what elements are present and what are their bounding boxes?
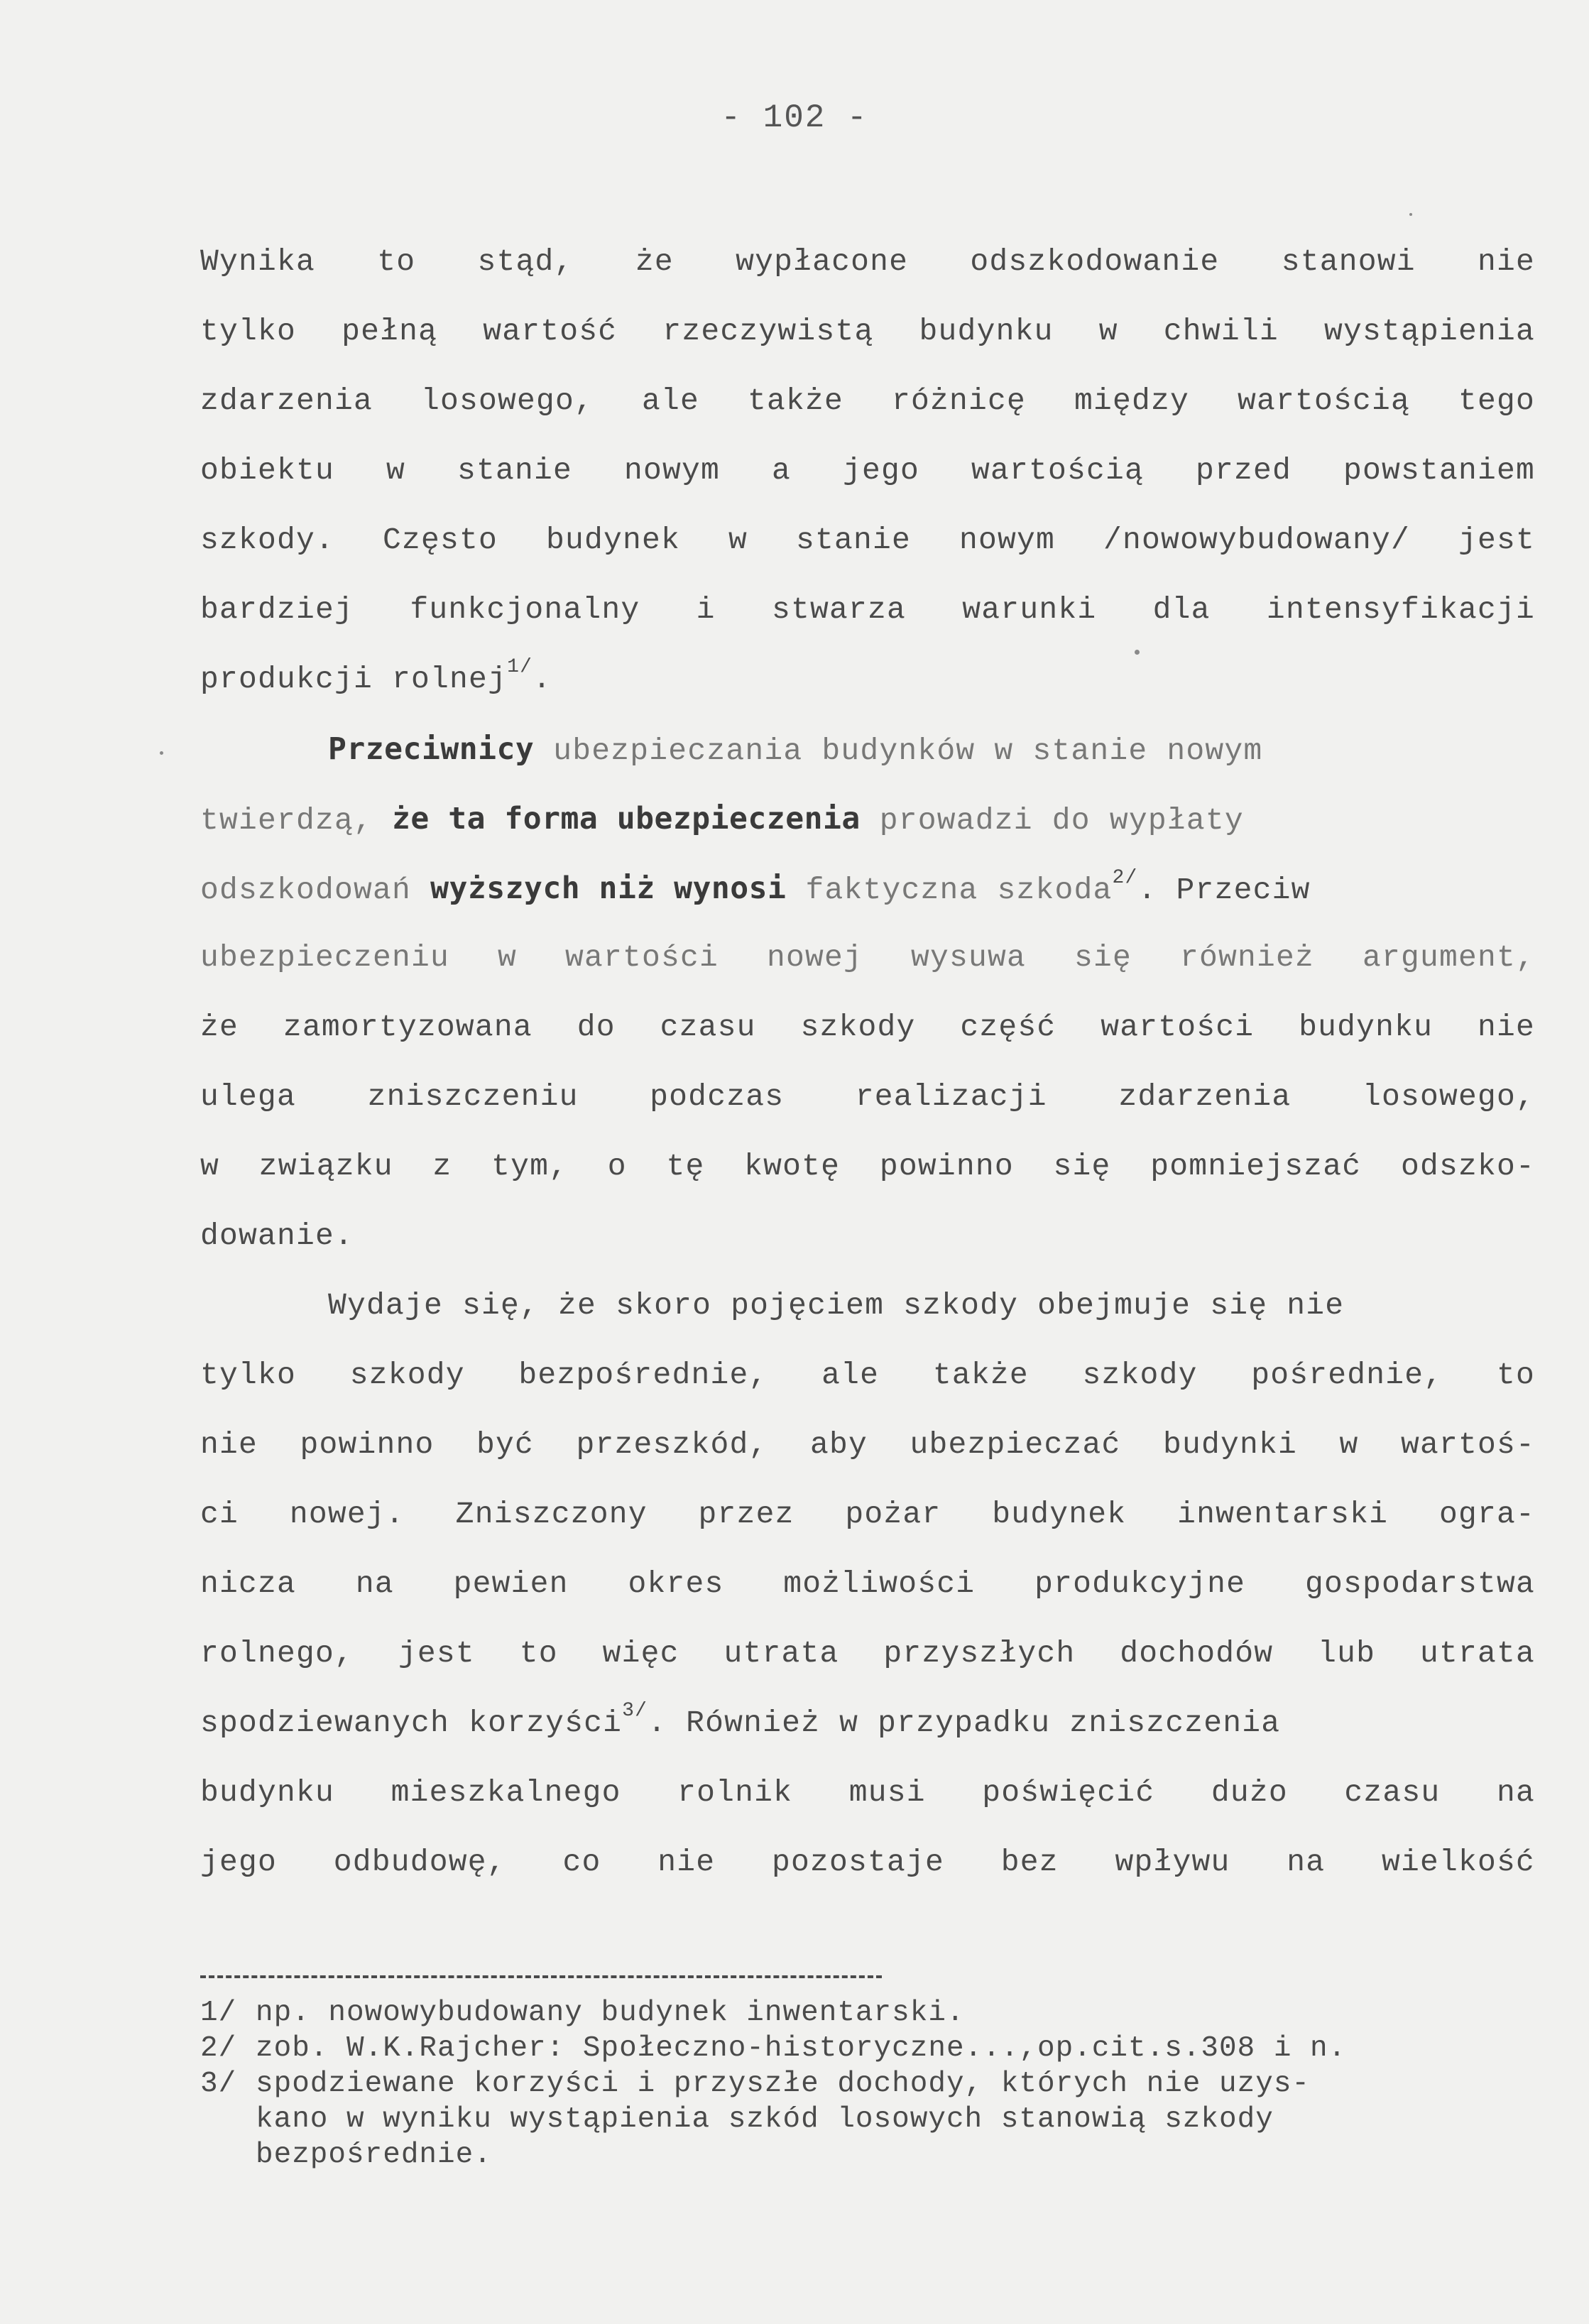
text-line (200, 784, 1535, 853)
text-line: rolnego, jest to więc utrata przyszłych dochodów lub utrata (200, 1636, 1535, 1671)
text-line: że zamortyzowana do czasu szkody część wartości budynku nie (200, 1010, 1535, 1044)
footnote-number: 2/ (200, 2032, 237, 2065)
text-line: bardziej funkcjonalny i stwarza warunki dla intensyfikacji (200, 592, 1535, 627)
text-line (200, 853, 1535, 923)
text-segment: twierdzą, (200, 803, 393, 838)
paragraph-3 (200, 1271, 1535, 1897)
footnote-number: 1/ (200, 1997, 237, 2029)
footnote-text: zob. W.K.Rajcher: Społeczno-historyczne...,op.cit.s.308 i n. (256, 2032, 1347, 2065)
paper-speck (1409, 213, 1412, 216)
text-segment: . Przeciw (1137, 873, 1311, 907)
text-line: w związku z tym, o tę kwotę powinno się pomniejszać odszko- (200, 1149, 1535, 1184)
paper-speck (1135, 650, 1140, 655)
text-line: nie powinno być przeszkód, aby ubezpieczać budynki w wartoś- (200, 1427, 1535, 1462)
paragraph-1 (200, 227, 1535, 714)
text-segment-bold: wyższych niż wynosi (430, 871, 787, 906)
text-segment: . Również w przypadku zniszczenia (648, 1706, 1281, 1740)
footnote-text: np. nowowybudowany budynek inwentarski. (256, 1997, 965, 2029)
page-number: - 102 - (721, 99, 868, 136)
text-segment: produkcji rolnej (200, 662, 508, 697)
text-segment: faktyczna szkoda (786, 873, 1113, 907)
paper-speck (160, 751, 163, 755)
text-segment-bold: Przeciwnicy (328, 731, 535, 767)
footnote-3-continuation: bezpośrednie. (256, 2139, 492, 2171)
text-line (200, 1689, 1535, 1758)
text-line: zdarzenia losowego, ale także różnicę między wartością tego (200, 383, 1535, 418)
footnote-2 (200, 2031, 1571, 2066)
text-line: dowanie. (200, 1218, 354, 1253)
text-segment: prowadzi do wypłaty (860, 803, 1244, 838)
footnote-separator (200, 1975, 882, 1978)
text-line: budynku mieszkalnego rolnik musi poświęcić dużo czasu na (200, 1775, 1535, 1810)
text-segment: spodziewanych korzyści (200, 1706, 623, 1740)
footnote-ref-2: 2/ (1112, 867, 1138, 889)
text-line: tylko szkody bezpośrednie, ale także szkody pośrednie, to (200, 1358, 1535, 1392)
footnote-ref-3: 3/ (622, 1700, 648, 1722)
text-line (200, 714, 1535, 784)
text-segment: ubezpieczania budynków w stanie nowym (534, 733, 1263, 768)
footnote-number: 3/ (200, 2068, 237, 2100)
text-segment-bold: że ta forma ubezpieczenia (392, 801, 861, 836)
footnote-ref-1: 1/ (507, 656, 533, 678)
text-line: ulega zniszczeniu podczas realizacji zdarzenia losowego, (200, 1079, 1535, 1114)
text-line: ci nowej. Zniszczony przez pożar budynek inwentarski ogra- (200, 1497, 1535, 1532)
footnote-1 (200, 1995, 1571, 2031)
text-line (200, 645, 1535, 714)
paragraph-2 (200, 714, 1535, 1271)
text-line: tylko pełną wartość rzeczywistą budynku w chwili wystąpienia (200, 314, 1535, 349)
footnote-3 (200, 2066, 1571, 2102)
footnote-text: spodziewane korzyści i przyszłe dochody, których nie uzys- (256, 2068, 1311, 2100)
text-line: nicza na pewien okres możliwości produkcyjne gospodarstwa (200, 1566, 1535, 1601)
body-text (200, 227, 1535, 1897)
footnote-3-continuation: kano w wyniku wystąpienia szkód losowych stanowią szkody (256, 2103, 1274, 2136)
text-line: ubezpieczeniu w wartości nowej wysuwa się również argument, (200, 940, 1535, 975)
text-line: jego odbudowę, co nie pozostaje bez wpływu na wielkość (200, 1845, 1535, 1880)
footnotes (200, 1995, 1571, 2173)
text-line: Wynika to stąd, że wypłacone odszkodowanie stanowi nie (200, 244, 1535, 279)
text-segment: . (533, 662, 552, 697)
text-line: szkody. Często budynek w stanie nowym /nowowybudowany/ jest (200, 523, 1535, 557)
text-line: obiektu w stanie nowym a jego wartością przed powstaniem (200, 453, 1535, 488)
text-line: Wydaje się, że skoro pojęciem szkody obejmuje się nie (328, 1288, 1345, 1323)
text-segment: odszkodowań (200, 873, 431, 907)
